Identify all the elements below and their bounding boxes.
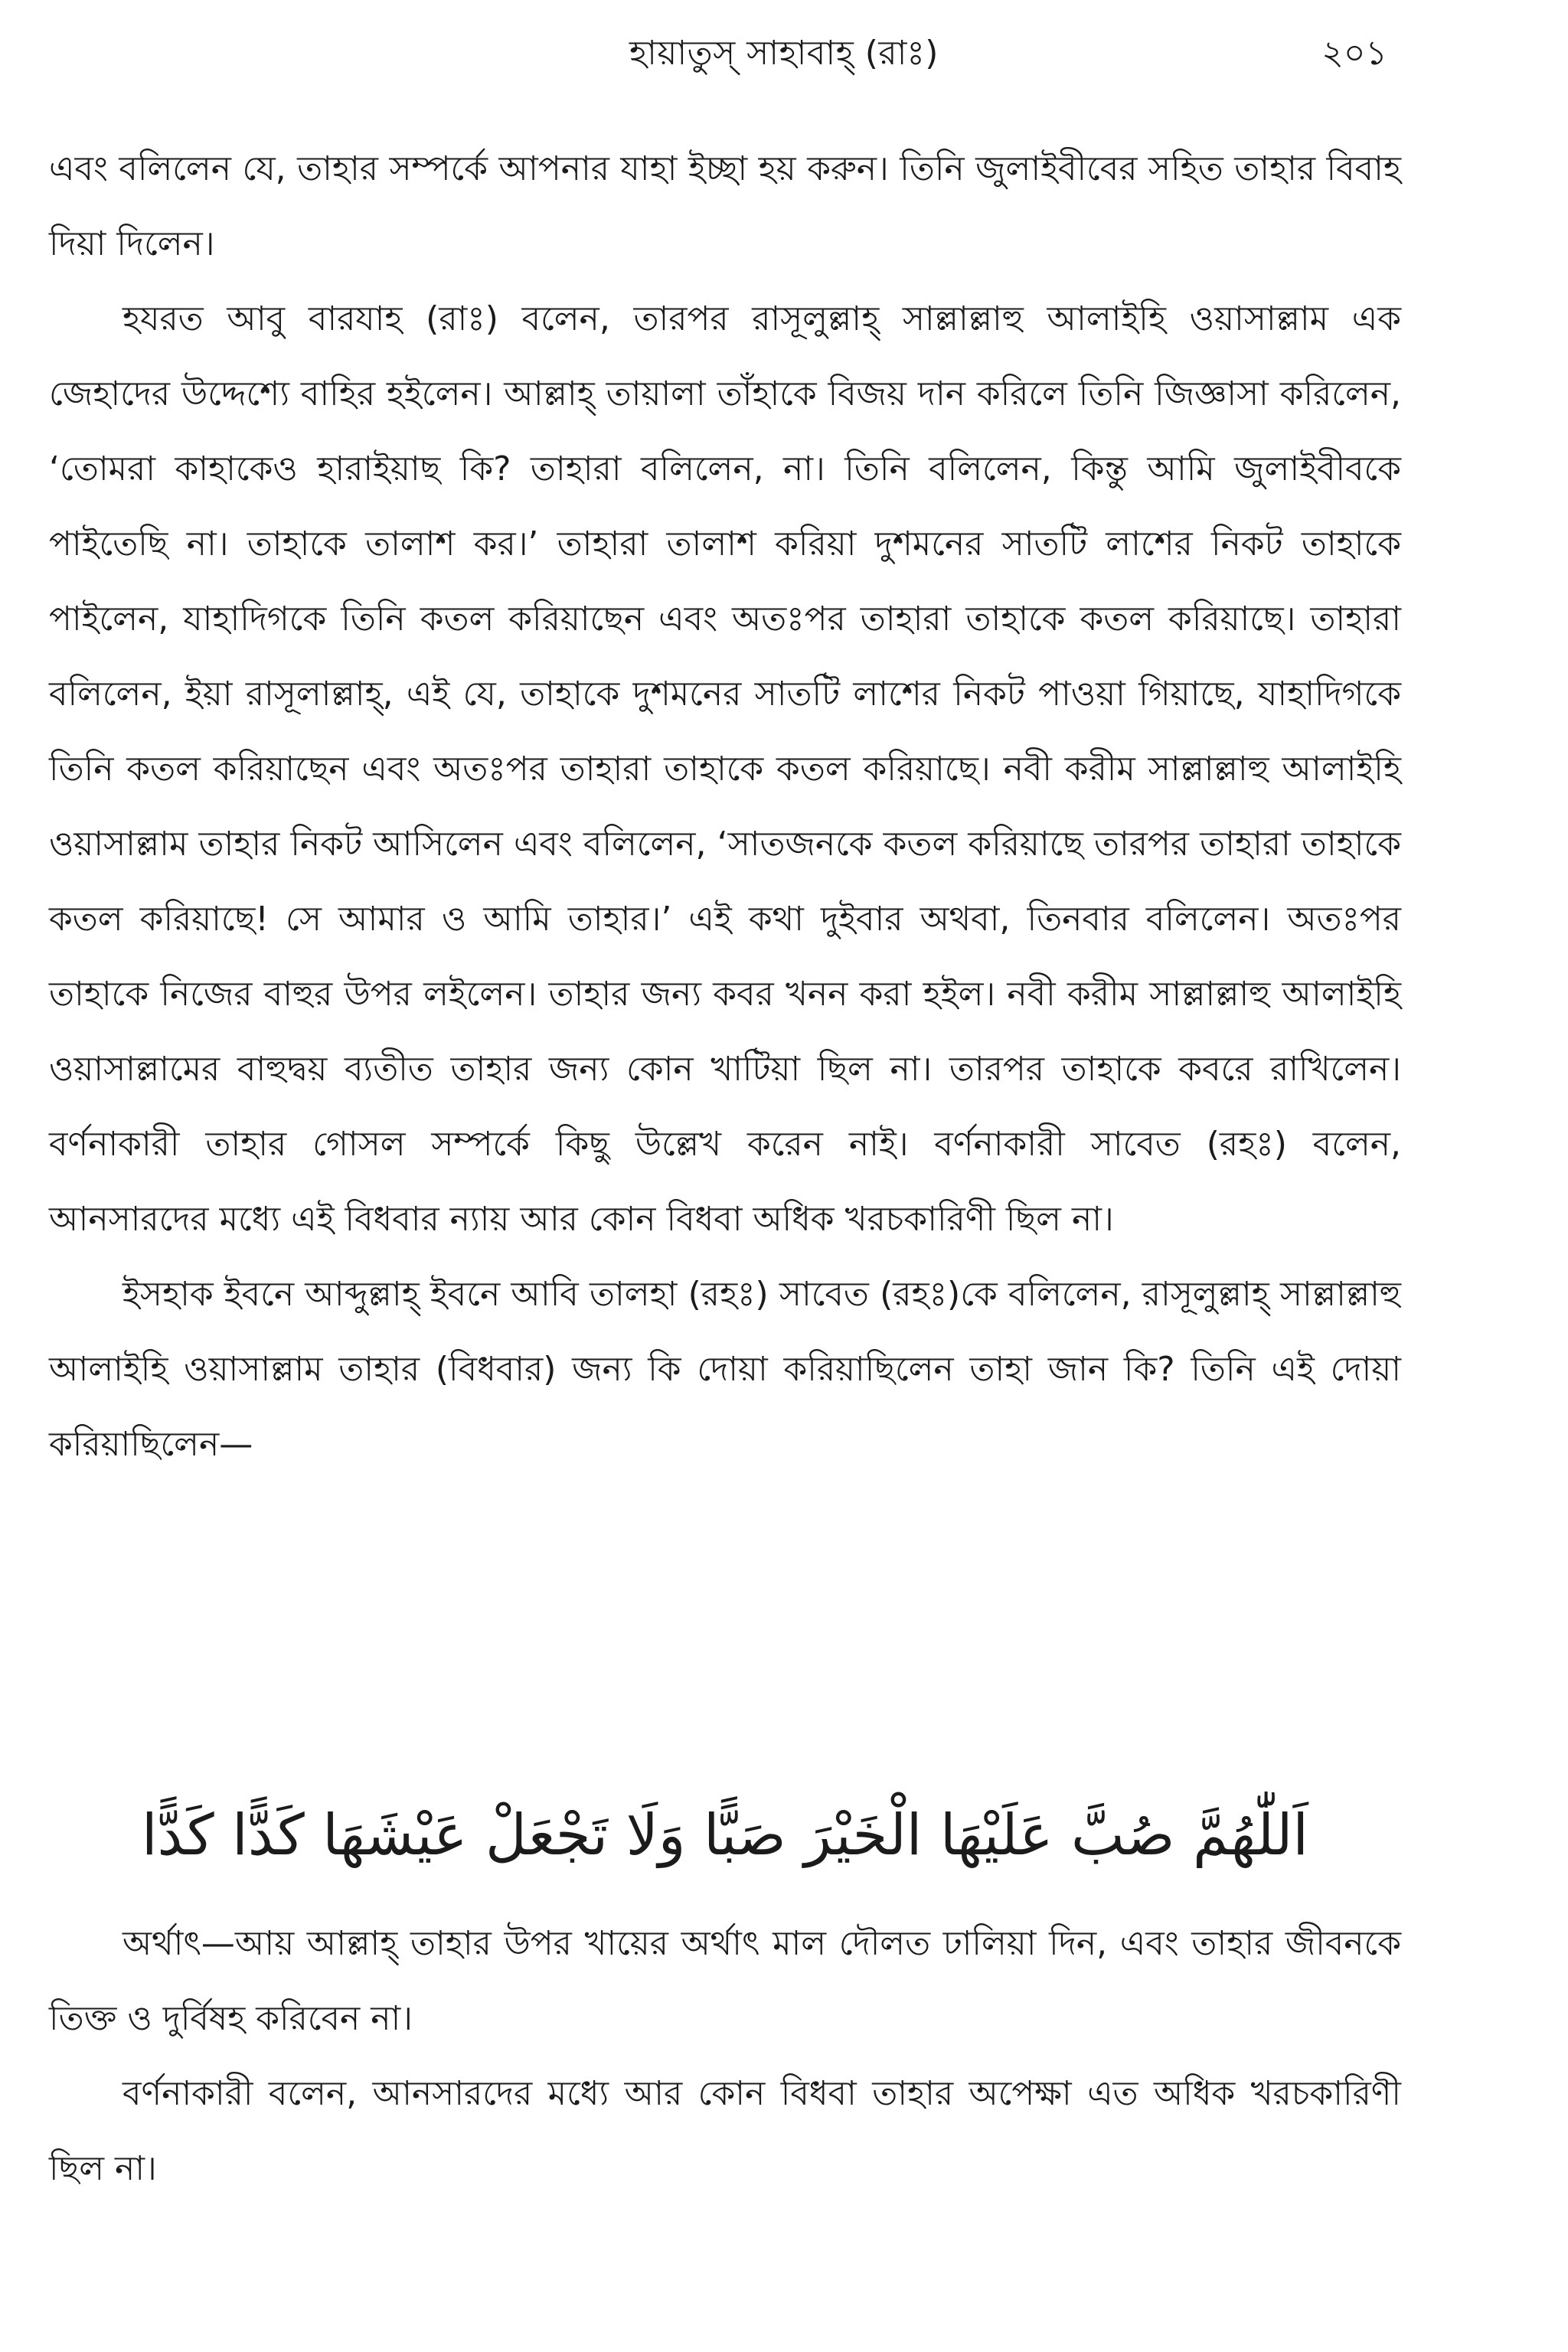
paragraph-translation: অর্থাৎ—আয় আল্লাহ্ তাহার উপর খায়ের অর্থাৎ মাল দৌলত ঢালিয়া দিন, এবং তাহার জীবনকে তিক্ত ও দুর্বিষহ করিবেন না। — [49, 1924, 1401, 2038]
running-title: হায়াতুস্ সাহাবাহ্ (রাঃ) — [629, 34, 939, 73]
paragraph-1: এবং বলিলেন যে, তাহার সম্পর্কে আপনার যাহা ইচ্ছা হয় করুন। তিনি জুলাইবীবের সহিত তাহার বিবাহ দিয়া দিলেন। — [49, 149, 1401, 263]
paragraph-3: ইসহাক ইবনে আব্দুল্লাহ্ ইবনে আবি তালহা (রহঃ) সাবেত (রহঃ)কে বলিলেন, রাসূলুল্লাহ্ সাল্লাল্লাহু আলাইহি ওয়াসাল্লাম তাহার (বিধবার) জন্য কি দোয়া করিয়াছিলেন তাহা জান কি? তিনি এই দোয়া করিয়াছিলেন— — [49, 1275, 1401, 1464]
body-text — [49, 132, 1401, 1482]
page-number: ২০১ — [1321, 34, 1387, 73]
paragraph-closing: বর্ণনাকারী বলেন, আনসারদের মধ্যে আর কোন বিধবা তাহার অপেক্ষা এত অধিক খরচকারিণী ছিল না। — [49, 2074, 1401, 2188]
paragraph-2: হযরত আবু বারযাহ (রাঃ) বলেন, তারপর রাসূলুল্লাহ্ সাল্লাল্লাহু আলাইহি ওয়াসাল্লাম এক জেহাদের উদ্দেশ্যে বাহির হইলেন। আল্লাহ্ তায়ালা তাঁহাকে বিজয় দান করিলে তিনি জিজ্ঞাসা করিলেন, ‘তোমরা কাহাকেও হারাইয়াছ কি? তাহারা বলিলেন, না। তিনি বলিলেন, কিন্তু আমি জুলাইবীবকে পাইতেছি না। তাহাকে তালাশ কর।’ তাহারা তালাশ করিয়া দুশমনের সাতটি লাশের নিকট তাহাকে পাইলেন, যাহাদিগকে তিনি কতল করিয়াছেন এবং অতঃপর তাহারা তাহাকে কতল করিয়াছে। তাহারা বলিলেন, ইয়া রাসূলাল্লাহ্, এই যে, তাহাকে দুশমনের সাতটি লাশের নিকট পাওয়া গিয়াছে, যাহাদিগকে তিনি কতল করিয়াছেন এবং অতঃপর তাহারা তাহাকে কতল করিয়াছে। নবী করীম সাল্লাল্লাহু আলাইহি ওয়াসাল্লাম তাহার নিকট আসিলেন এবং বলিলেন, ‘সাতজনকে কতল করিয়াছে তারপর তাহারা তাহাকে কতল করিয়াছে! সে আমার ও আমি তাহার।’ এই কথা দুইবার অথবা, তিনবার বলিলেন। অতঃপর তাহাকে নিজের বাহুর উপর লইলেন। তাহার জন্য কবর খনন করা হইল। নবী করীম সাল্লাল্লাহু আলাইহি ওয়াসাল্লামের বাহুদ্বয় ব্যতীত তাহার জন্য কোন খাটিয়া ছিল না। তারপর তাহাকে কবরে রাখিলেন। বর্ণনাকারী তাহার গোসল সম্পর্কে কিছু উল্লেখ করেন নাই। বর্ণনাকারী সাবেত (রহঃ) বলেন, আনসারদের মধ্যে এই বিধবার ন্যায় আর কোন বিধবা অধিক খরচকারিণী ছিল না। — [49, 299, 1401, 1239]
body-text-after — [49, 1906, 1401, 2207]
arabic-dua: اَللّٰهُمَّ صُبَّ عَلَيْهَا الْخَيْرَ صَبًّا وَلَا تَجْعَلْ عَيْشَهَا كَدًّا كَدًّا — [141, 1802, 1308, 1868]
